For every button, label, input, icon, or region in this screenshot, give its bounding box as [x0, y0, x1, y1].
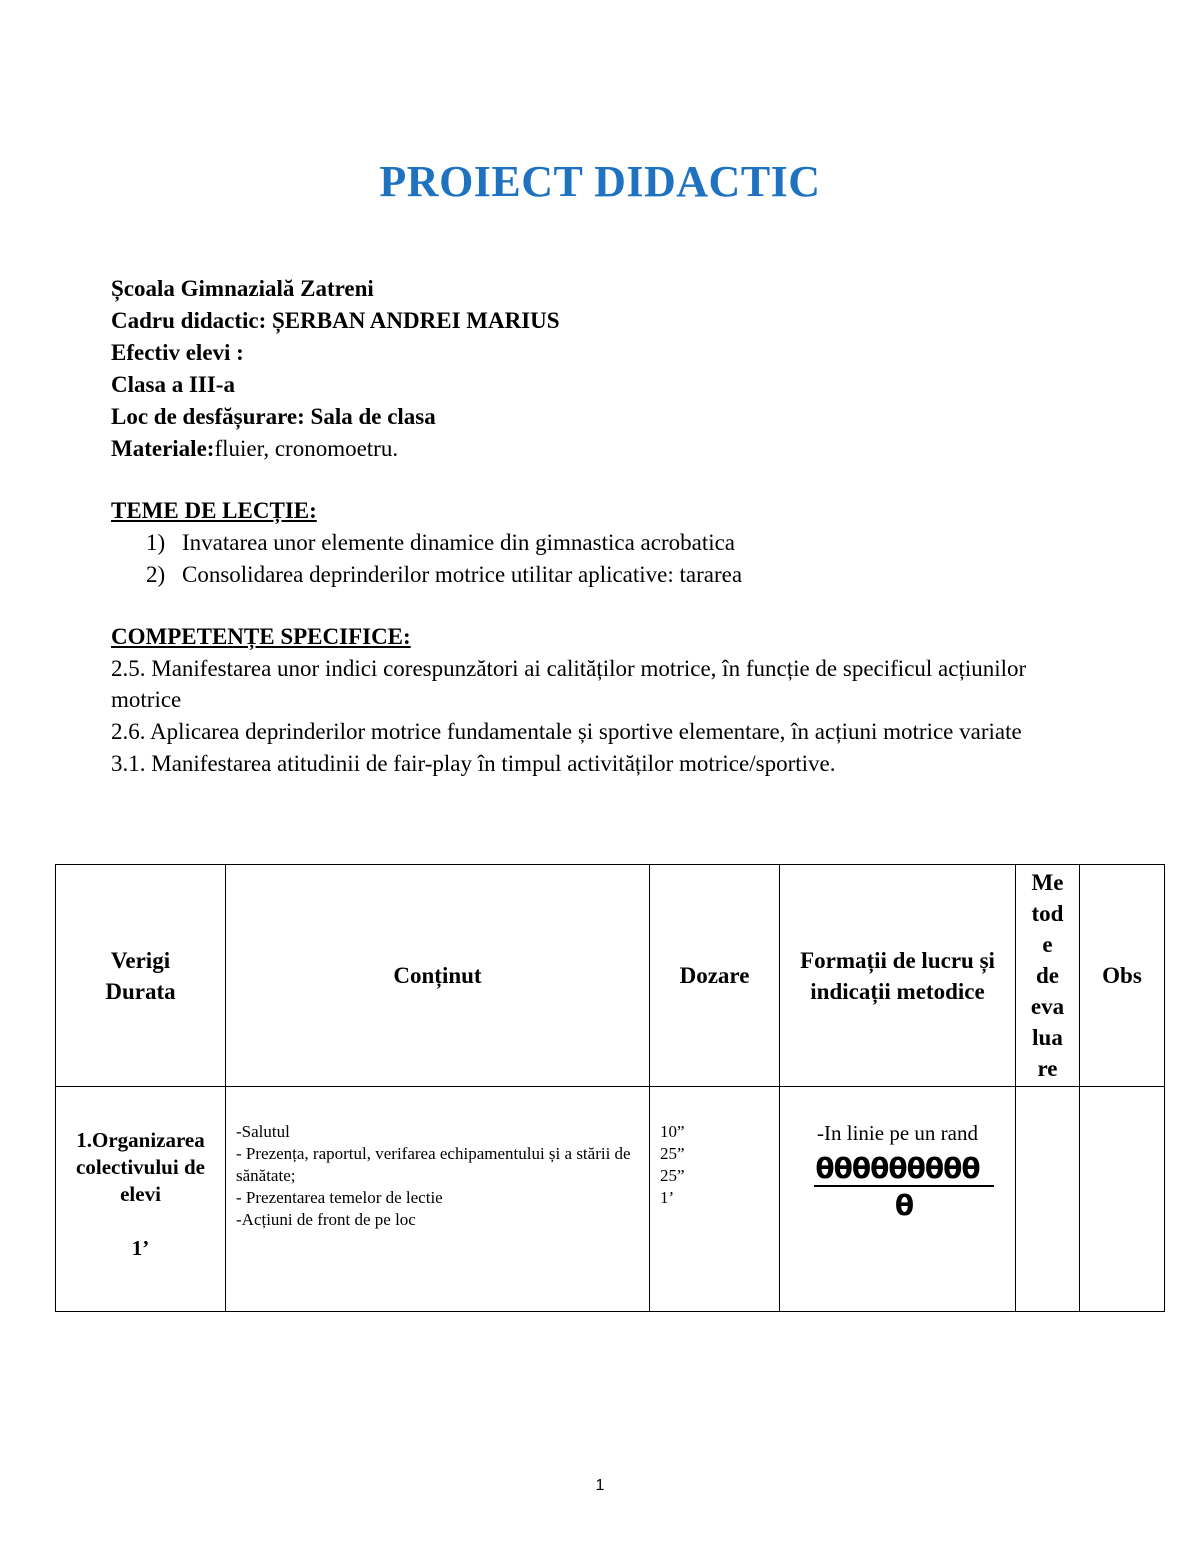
dozare-line: 10” [660, 1122, 685, 1141]
verigi-line: colectivului de [76, 1155, 205, 1179]
students-label: Efectiv elevi : [111, 340, 244, 365]
header-durata-line: Durata [105, 978, 176, 1004]
themes-list [111, 527, 742, 591]
verigi-line: 1.Organizarea [76, 1128, 205, 1152]
content-line: - Prezența, raportul, verifarea echipamentului și a stării de sănătate; [236, 1144, 631, 1185]
header-metode-line: tod [1031, 901, 1064, 926]
formation-students-icon: θθθθθθθθθ [815, 1152, 980, 1185]
competence-item: 2.6. Aplicarea deprinderilor motrice fundamentale și sportive elementare, în acțiuni motrice variate [111, 719, 1022, 745]
content-line: -Salutul [236, 1122, 290, 1141]
competence-item: 2.5. Manifestarea unor indici corespunzători ai calităților motrice, în funcție de specificul acțiunilor motrice [111, 655, 1027, 713]
header-formatii: Formații de lucru și indicații metodice [780, 865, 1016, 1087]
verigi-line: elevi [120, 1182, 161, 1206]
teacher-label: Cadru didactic: [111, 308, 267, 333]
location-line [111, 401, 560, 433]
competences-heading: COMPETENȚE SPECIFICE: [111, 624, 411, 649]
list-number: 1) [146, 530, 166, 555]
dozare-cell [650, 1087, 780, 1312]
formation-cell [780, 1087, 1016, 1312]
header-metode [1016, 865, 1080, 1087]
header-verigi [56, 865, 226, 1087]
content-line: -Acțiuni de front de pe loc [236, 1210, 416, 1229]
list-text: Consolidarea deprinderilor motrice utilitar aplicative: tararea [182, 562, 743, 587]
lesson-table [55, 864, 1165, 1312]
header-metode-line: de [1036, 963, 1059, 988]
competences [111, 621, 1071, 780]
header-obs: Obs [1080, 865, 1165, 1087]
lesson-themes [111, 495, 742, 591]
content-cell [226, 1087, 650, 1312]
lesson-info [111, 273, 560, 465]
header-dozare: Dozare [650, 865, 780, 1087]
school-name: Școala Gimnazială Zatreni [111, 276, 374, 301]
list-number: 2) [146, 562, 166, 587]
table-row [56, 1087, 1165, 1312]
list-text: Invatarea unor elemente dinamice din gimnastica acrobatica [182, 530, 736, 555]
page-number: 1 [595, 1477, 605, 1494]
header-continut: Conținut [226, 865, 650, 1087]
dozare-line: 25” [660, 1144, 685, 1163]
competence-item: 3.1. Manifestarea atitudinii de fair-play în timpul activităților motrice/sportive. [111, 750, 836, 776]
header-metode-line: e [1042, 932, 1053, 957]
obs-cell [1080, 1087, 1165, 1312]
page-title: PROIECT DIDACTIC [379, 157, 821, 206]
materials-line [111, 433, 560, 465]
themes-heading: TEME DE LECȚIE: [111, 498, 317, 523]
location-value: Sala de clasa [310, 404, 436, 429]
verigi-cell [56, 1087, 226, 1312]
materials-label: Materiale: [111, 436, 215, 461]
dozare-line: 1’ [660, 1188, 675, 1207]
list-item [111, 527, 742, 559]
durata-value: 1’ [131, 1236, 150, 1260]
class-name: Clasa a III-a [111, 372, 235, 397]
teacher-name: ȘERBAN ANDREI MARIUS [272, 308, 560, 333]
header-metode-line: re [1037, 1056, 1058, 1081]
formation-line [814, 1185, 994, 1187]
materials-value: fluier, cronomoetru. [214, 436, 399, 461]
table-header-row [56, 865, 1165, 1087]
header-metode-line: lua [1032, 1025, 1063, 1050]
metode-cell [1016, 1087, 1080, 1312]
dozare-line: 25” [660, 1166, 685, 1185]
content-line: - Prezentarea temelor de lectie [236, 1188, 443, 1207]
header-metode-line: eva [1030, 994, 1065, 1019]
formation-teacher-icon: θ [894, 1189, 915, 1222]
header-verigi-line: Verigi [110, 947, 171, 973]
location-label: Loc de desfășurare: [111, 404, 305, 429]
teacher-line [111, 305, 560, 337]
formation-text: -In linie pe un rand [817, 1121, 978, 1145]
header-metode-line: Me [1031, 870, 1064, 895]
list-item [111, 559, 742, 591]
